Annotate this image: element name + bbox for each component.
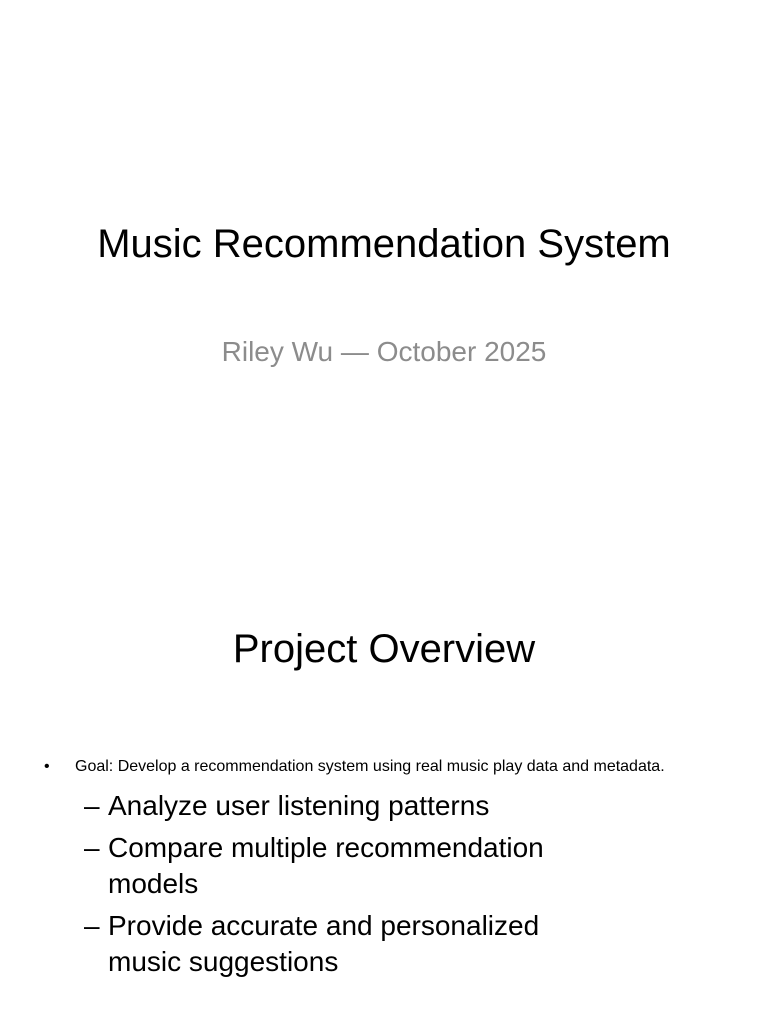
sub-bullet-item (0, 908, 768, 980)
sub-bullet-text: Analyze user listening patterns (108, 790, 490, 821)
sub-bullet-marker: – (84, 910, 100, 941)
slide-title-heading: Music Recommendation System (97, 222, 671, 266)
sub-bullet-text: Provide accurate and personalized music suggestions (108, 910, 540, 977)
sub-bullet-text: Compare multiple recommendation models (108, 832, 544, 899)
sub-bullet-marker: – (84, 790, 100, 821)
slide-heading: Project Overview (232, 627, 536, 671)
bullet-text: Goal: Develop a recommendation system using real music play data and metadata. (75, 758, 665, 775)
slide-project-overview (0, 512, 768, 1024)
bullet-item (0, 756, 768, 786)
sub-bullet-item (0, 788, 768, 824)
slide-subtitle: Riley Wu — October 2025 (221, 336, 547, 367)
sub-bullet-list (0, 788, 768, 986)
bullet-marker: • (44, 758, 50, 775)
sub-bullet-item (0, 830, 768, 902)
sub-bullet-marker: – (84, 832, 100, 863)
bullet-list (0, 756, 768, 786)
